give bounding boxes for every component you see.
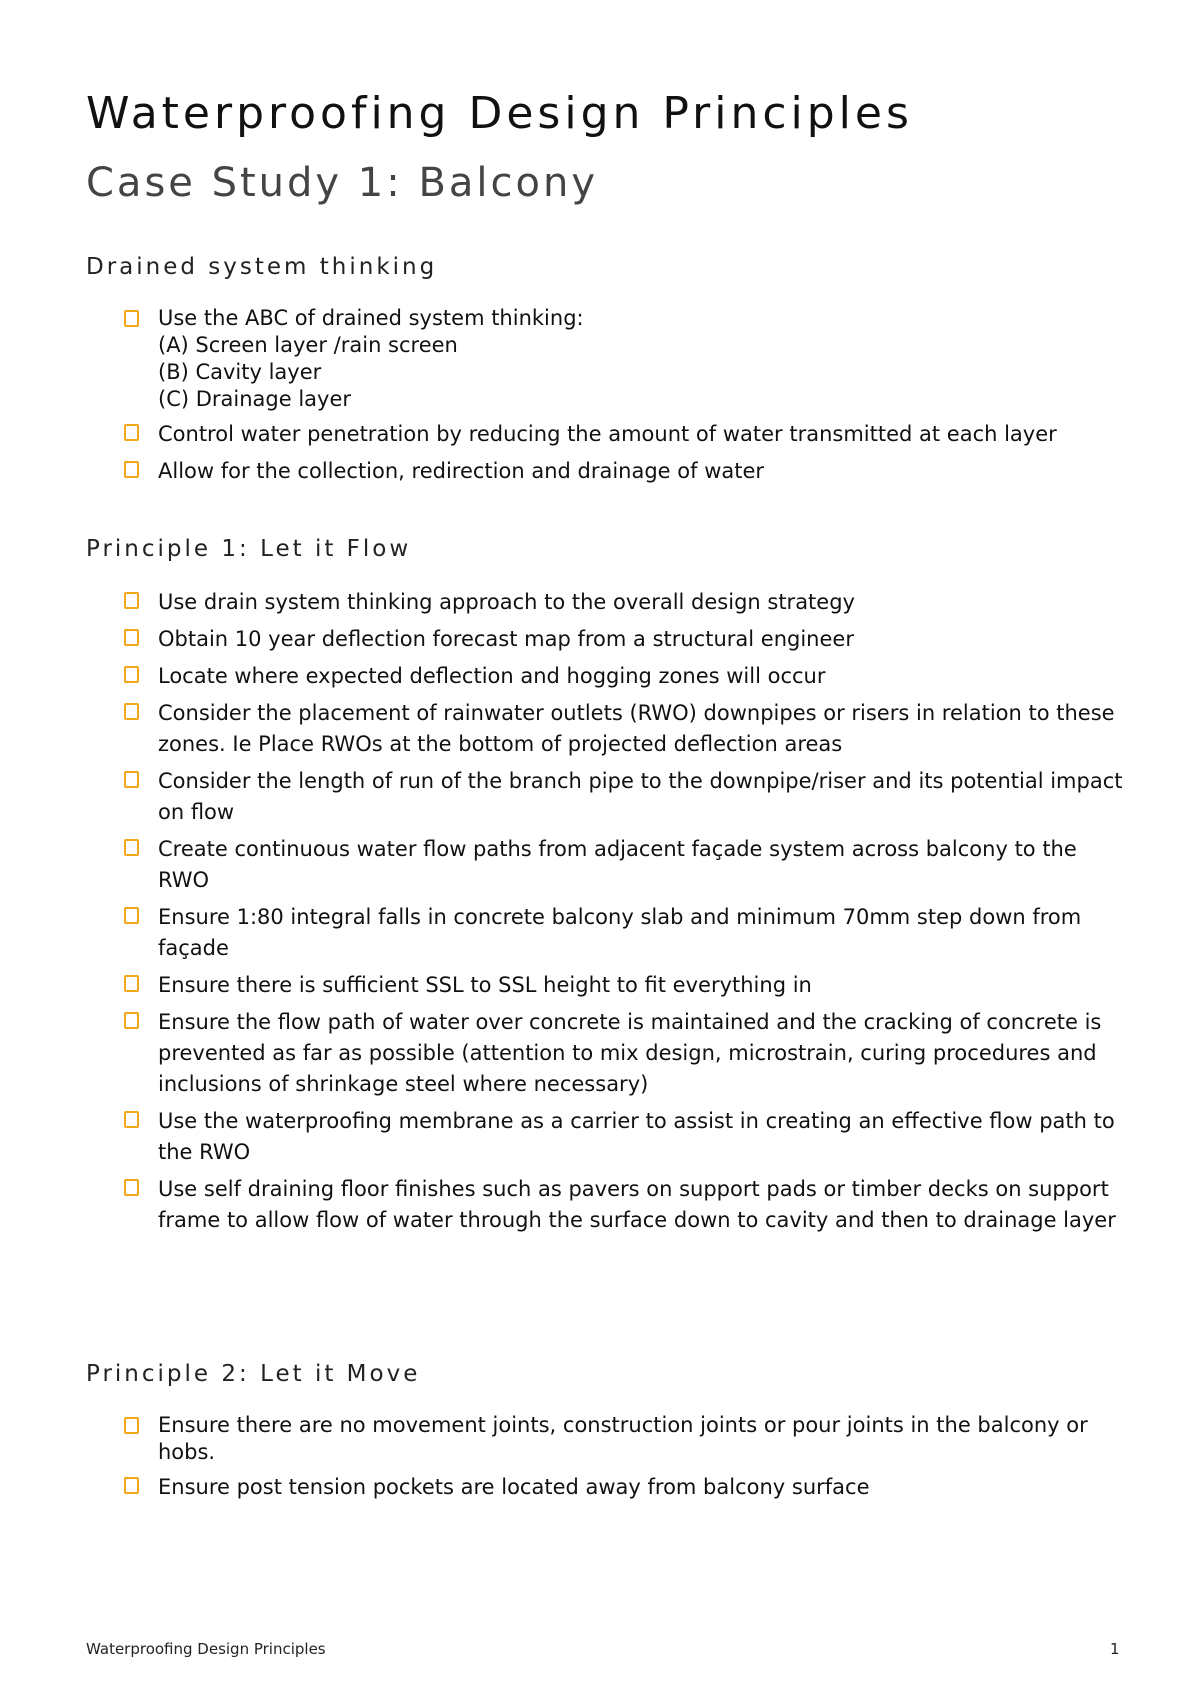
checklist-item-text: Create continuous water flow paths from adjacent façade system across balcony to the RWO	[158, 837, 1077, 892]
checklist-item-text: Ensure there are no movement joints, construction joints or pour joints in the balcony or hobs.	[158, 1413, 1088, 1464]
section-heading-principle-1: Principle 1: Let it Flow	[86, 536, 412, 562]
page-number: 1	[1110, 1640, 1120, 1658]
abc-sublist-line: (C) Drainage layer	[158, 387, 352, 411]
checkbox-icon[interactable]	[124, 907, 139, 924]
checkbox-icon[interactable]	[124, 1477, 139, 1494]
checklist-item	[86, 419, 1126, 450]
checkbox-icon[interactable]	[124, 839, 139, 856]
abc-sublist-line: (A) Screen layer /rain screen	[158, 333, 458, 357]
section-heading-principle-2: Principle 2: Let it Move	[86, 1361, 421, 1387]
checklist-principle-2	[86, 1412, 1126, 1509]
abc-sublist-line: (B) Cavity layer	[158, 360, 322, 384]
section-heading-drained: Drained system thinking	[86, 254, 438, 280]
footer-title: Waterproofing Design Principles	[86, 1640, 326, 1658]
checklist-item	[86, 1174, 1126, 1236]
checklist-item-text: Consider the length of run of the branch pipe to the downpipe/riser and its potential impact on flow	[158, 769, 1123, 824]
checklist-item-text: Ensure there is sufficient SSL to SSL height to fit everything in	[158, 973, 812, 997]
checklist-principle-1	[86, 587, 1126, 1242]
checklist-drained	[86, 305, 1126, 493]
checklist-item	[86, 305, 1126, 413]
checklist-item	[86, 661, 1126, 692]
document-title: Waterproofing Design Principles	[86, 88, 913, 139]
checkbox-icon[interactable]	[124, 771, 139, 788]
checklist-item	[86, 587, 1126, 618]
checklist-item-text: Use the waterproofing membrane as a carrier to assist in creating an effective flow path to the RWO	[158, 1109, 1115, 1164]
checklist-item-text: Use self draining floor finishes such as pavers on support pads or timber decks on support frame to allow flow of water through the surface down to cavity and then to drainage layer	[158, 1177, 1116, 1232]
checklist-item-text: Use the ABC of drained system thinking:	[158, 306, 584, 330]
checklist-item	[86, 1106, 1126, 1168]
checkbox-icon[interactable]	[124, 666, 139, 683]
checkbox-icon[interactable]	[124, 703, 139, 720]
checkbox-icon[interactable]	[124, 1417, 139, 1434]
checklist-item-text: Consider the placement of rainwater outlets (RWO) downpipes or risers in relation to these zones. Ie Place RWOs at the bottom of projected deflection areas	[158, 701, 1115, 756]
checkbox-icon[interactable]	[124, 975, 139, 992]
document-subtitle: Case Study 1: Balcony	[86, 160, 599, 206]
checklist-item	[86, 1007, 1126, 1100]
checkbox-icon[interactable]	[124, 461, 139, 478]
checklist-item	[86, 456, 1126, 487]
checklist-item	[86, 970, 1126, 1001]
checklist-item	[86, 902, 1126, 964]
checklist-item-text: Control water penetration by reducing the amount of water transmitted at each layer	[158, 422, 1057, 446]
checklist-item	[86, 698, 1126, 760]
checklist-item-text: Use drain system thinking approach to the overall design strategy	[158, 590, 855, 614]
checklist-item-text: Obtain 10 year deflection forecast map from a structural engineer	[158, 627, 854, 651]
checklist-item	[86, 1412, 1126, 1466]
checklist-item-text: Allow for the collection, redirection and drainage of water	[158, 459, 765, 483]
checkbox-icon[interactable]	[124, 1179, 139, 1196]
checkbox-icon[interactable]	[124, 629, 139, 646]
checkbox-icon[interactable]	[124, 1111, 139, 1128]
checklist-item-text: Ensure 1:80 integral falls in concrete balcony slab and minimum 70mm step down from façade	[158, 905, 1082, 960]
checkbox-icon[interactable]	[124, 424, 139, 441]
checklist-item	[86, 834, 1126, 896]
checkbox-icon[interactable]	[124, 1012, 139, 1029]
checklist-item-text: Ensure post tension pockets are located away from balcony surface	[158, 1475, 870, 1499]
checklist-item	[86, 1472, 1126, 1503]
abc-sublist	[158, 332, 1126, 413]
checklist-item-text: Locate where expected deflection and hogging zones will occur	[158, 664, 826, 688]
checklist-item	[86, 624, 1126, 655]
checklist-item-text: Ensure the flow path of water over concrete is maintained and the cracking of concrete is prevented as far as possible (attention to mix design, microstrain, curing procedures and inclusions of shrinkage steel where necessary)	[158, 1010, 1102, 1096]
checkbox-icon[interactable]	[124, 310, 139, 327]
checklist-item	[86, 766, 1126, 828]
checkbox-icon[interactable]	[124, 592, 139, 609]
